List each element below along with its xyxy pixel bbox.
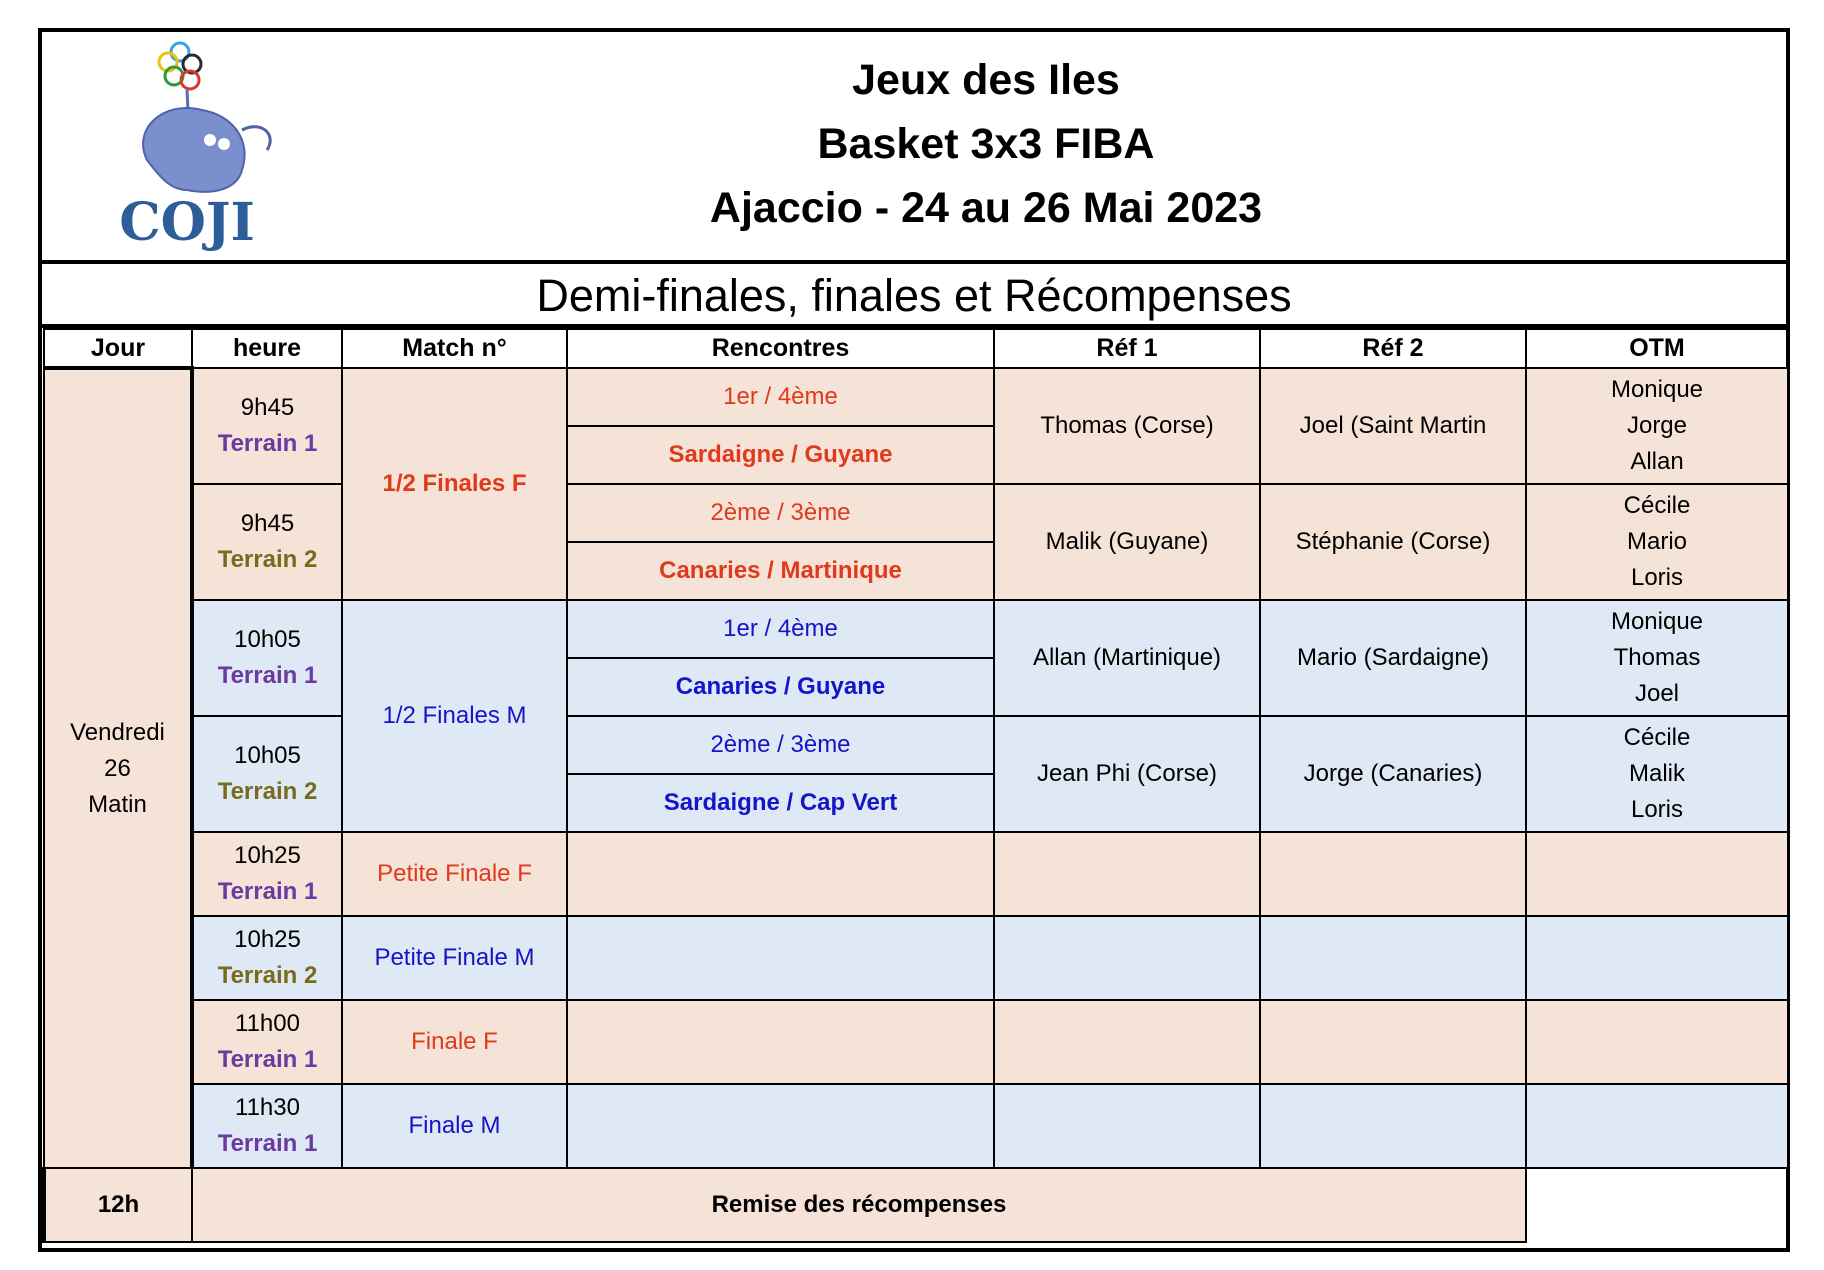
otm-name: Jorge (1626, 412, 1688, 439)
teams-cell: Canaries / Guyane (567, 658, 994, 716)
court-label: Terrain 1 (217, 662, 318, 689)
match-cell: Finale F (342, 1000, 567, 1084)
table-row (44, 716, 1788, 774)
ref2-cell: Stéphanie (Corse) (1260, 484, 1526, 600)
time-cell (192, 1084, 342, 1168)
match-cell: Petite Finale M (342, 916, 567, 1000)
time-cell (192, 368, 342, 484)
time-value: 9h45 (240, 510, 295, 537)
time-cell (192, 832, 342, 916)
otm-name: Monique (1610, 376, 1704, 403)
match-cell: 1/2 Finales M (342, 600, 567, 832)
time-value: 10h25 (234, 842, 301, 869)
ref2-cell (1260, 832, 1526, 916)
seed-cell: 1er / 4ème (567, 368, 994, 426)
table-row (44, 484, 1788, 542)
seed-cell: 2ème / 3ème (567, 716, 994, 774)
match-cell: Finale M (342, 1084, 567, 1168)
otm-name: Joel (1634, 680, 1680, 707)
page-subtitle: Demi-finales, finales et Récompenses (42, 264, 1786, 328)
court-label: Terrain 1 (217, 1130, 318, 1157)
otm-cell (1526, 1000, 1788, 1084)
logo-text: COJI (119, 192, 255, 253)
otm-name: Monique (1610, 608, 1704, 635)
column-header-heure: heure (192, 329, 342, 368)
ref1-cell (994, 1000, 1260, 1084)
column-header-ref1: Réf 1 (994, 329, 1260, 368)
ref2-cell: Joel (Saint Martin (1260, 368, 1526, 484)
otm-name: Allan (1630, 448, 1684, 475)
column-header-jour: Jour (44, 329, 192, 368)
otm-name: Cécile (1623, 724, 1691, 751)
table-row (44, 916, 1788, 1000)
otm-cell (1526, 600, 1788, 716)
teams-cell (567, 832, 994, 916)
column-header-ref2: Réf 2 (1260, 329, 1526, 368)
otm-cell (1526, 916, 1788, 1000)
ref2-cell (1260, 1000, 1526, 1084)
table-row (44, 1168, 1788, 1242)
teams-cell: Canaries / Martinique (567, 542, 994, 600)
teams-cell: Sardaigne / Cap Vert (567, 774, 994, 832)
otm-name: Malik (1628, 760, 1685, 787)
table-row (44, 1084, 1788, 1168)
day-period: Matin (88, 790, 147, 818)
time-cell (192, 916, 342, 1000)
time-cell: 12h (44, 1168, 192, 1242)
column-header-match: Match n° (342, 329, 567, 368)
day-number: 26 (104, 754, 131, 782)
match-cell: Petite Finale F (342, 832, 567, 916)
time-value: 10h05 (234, 626, 301, 653)
seed-cell: 1er / 4ème (567, 600, 994, 658)
court-label: Terrain 2 (217, 546, 318, 573)
otm-name: Thomas (1613, 644, 1701, 671)
schedule-sheet (38, 28, 1790, 1252)
time-value: 9h45 (240, 394, 295, 421)
time-cell (192, 484, 342, 600)
otm-cell (1526, 484, 1788, 600)
time-cell (192, 1000, 342, 1084)
teams-cell (567, 1000, 994, 1084)
schedule-table (42, 328, 1789, 1243)
time-cell (192, 600, 342, 716)
table-row (44, 600, 1788, 658)
ref2-cell: Mario (Sardaigne) (1260, 600, 1526, 716)
table-header-row (44, 329, 1788, 368)
otm-name: Loris (1630, 564, 1684, 591)
court-label: Terrain 2 (217, 962, 318, 989)
court-label: Terrain 1 (217, 430, 318, 457)
match-cell: 1/2 Finales F (342, 368, 567, 600)
otm-cell (1526, 716, 1788, 832)
ref2-cell (1260, 1084, 1526, 1168)
court-label: Terrain 1 (217, 1046, 318, 1073)
day-name: Vendredi (70, 718, 165, 746)
teams-cell: Sardaigne / Guyane (567, 426, 994, 484)
ref1-cell (994, 832, 1260, 916)
time-value: 10h05 (234, 742, 301, 769)
otm-cell (1526, 1084, 1788, 1168)
time-value: 11h30 (235, 1094, 300, 1121)
header (42, 32, 1786, 264)
column-header-otm: OTM (1526, 329, 1788, 368)
table-row (44, 1000, 1788, 1084)
day-cell (44, 368, 192, 1168)
otm-name: Loris (1630, 796, 1684, 823)
title-line-3: Ajaccio - 24 au 26 Mai 2023 (709, 184, 1263, 232)
time-value: 10h25 (234, 926, 301, 953)
ref1-cell (994, 1084, 1260, 1168)
court-label: Terrain 2 (217, 778, 318, 805)
column-header-rencontres: Rencontres (567, 329, 994, 368)
table-row (44, 368, 1788, 426)
ref1-cell: Malik (Guyane) (994, 484, 1260, 600)
title-line-2: Basket 3x3 FIBA (817, 120, 1155, 168)
time-value: 11h00 (235, 1010, 300, 1037)
time-cell (192, 716, 342, 832)
seed-cell: 2ème / 3ème (567, 484, 994, 542)
ref1-cell: Thomas (Corse) (994, 368, 1260, 484)
otm-name: Cécile (1623, 492, 1691, 519)
table-row (44, 832, 1788, 916)
otm-cell (1526, 832, 1788, 916)
awards-cell: Remise des récompenses (192, 1168, 1526, 1242)
court-label: Terrain 1 (217, 878, 318, 905)
otm-name: Mario (1626, 528, 1687, 555)
otm-cell (1526, 368, 1788, 484)
ref1-cell (994, 916, 1260, 1000)
teams-cell (567, 1084, 994, 1168)
teams-cell (567, 916, 994, 1000)
ref2-cell: Jorge (Canaries) (1260, 716, 1526, 832)
ref2-cell (1260, 916, 1526, 1000)
ref1-cell: Jean Phi (Corse) (994, 716, 1260, 832)
title-line-1: Jeux des Iles (852, 56, 1120, 104)
ref1-cell: Allan (Martinique) (994, 600, 1260, 716)
